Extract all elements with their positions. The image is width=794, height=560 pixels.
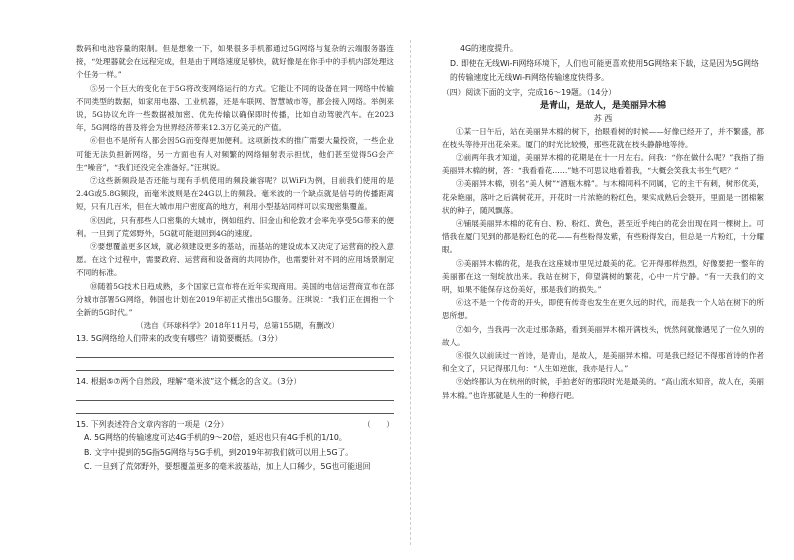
essay-paragraph-1: ①某一日午后，站在美丽异木棉的树下，抬眼看树的时候——好像已经开了，并不繁盛，都在枝头等待开出花朵来。厦门的时光比较慢，那些花就在枝头静静地等待。 (442, 126, 764, 149)
option-a: A. 5G网络的传输速度可达4G手机的9～20倍，延迟也只有4G手机的1/10。 (84, 433, 347, 443)
paragraph-6: ⑥但也不是所有人都会因5G而变得更加便利。这项新技术的推广需要大量投资，一些企业可能无法负担新网络，另一方面也有人对频繁的网络辐射表示担忧，他们甚至觉得5G会产生“噪音”，“我们还没完全准备好。”汪琪说。 (76, 136, 394, 172)
paragraph-continued: 数码和电池容量的限制。但是想象一下，如果很多手机都通过5G网络与复杂的云端服务器连接，“处理器就会在远程完成，但是由于网络速度足够快，就好像是在你手中的手机内部处理这个任务一样。” (76, 44, 394, 80)
essay-paragraph-6: ⑥这不是一个传奇的开头，即使有传奇也发生在更久远的时代，而是我一个人站在树下的所思所想。 (442, 298, 764, 321)
question-13: 13. 5G网络给人们带来的改变有哪些？请简要概括。（3分） (76, 334, 283, 344)
answer-line[interactable] (76, 358, 394, 371)
option-c-continued: 4G的速度提升。 (460, 44, 518, 53)
source-citation: （选自《环球科学》2018年11月号，总第155期，有删改） (136, 321, 339, 331)
answer-line[interactable] (76, 388, 394, 401)
essay-title: 是青山，是故人，是美丽异木棉 (539, 100, 666, 111)
essay-paragraph-4: ④铺展美丽异木棉的花有白、粉、粉红、黄色，甚至近乎纯白的花会出现在同一棵树上。可惜我在厦门见到的都是粉红色的花——有些粉得发紫，有些粉得发白，但总是一片粉红，十分耀眼。 (442, 218, 764, 255)
option-b: B. 文字中提到的5G指5G网络与5G手机，到2019年初我们就可以用上5G了。 (84, 447, 354, 457)
essay-paragraph-8: ⑧很久以前读过一首诗，是青山，是故人，是美丽异木棉。可是我已经记不得那首诗的作者和全文了，只记得那几句：“人生如逆旅，我亦是行人。” (442, 350, 764, 374)
answer-line[interactable] (76, 345, 394, 358)
question-14: 14. 根据⑤⑦两个自然段，理解“毫米波”这个概念的含义。（3分） (76, 377, 302, 387)
paragraph-10: ⑩随着5G技术日趋成熟，多个国家已宣布将在近年实现商用。美国的电信运营商宣布在部分城市部署5G网络，韩国也计划在2019年初正式推出5G服务。汪琪说：“我们正在拥抱一个全新的5G时代。” (76, 281, 394, 318)
essay-paragraph-3: ③美丽异木棉，别名“美人树”“酒瓶木棉”。与木棉同科不同属，它的主干有刺，树形优美，花朵艳丽，落叶之后满树花开，开花时一片浓艳的粉红色，果实成熟后会裂开，里面是一团棉絮状的种子，随风飘落。 (442, 179, 764, 215)
paragraph-5: ⑤另一个巨大的变化在于5G将改变网络运行的方式。它能让不同的设备在同一网络中传输不同类型的数据，如家用电器、工业机器，还是车联网、智慧城市等，都会接入网络。举例来说，5G协议允许一些数据被加密、优先传输以确保即时传播，比如自动驾驶汽车。在2023年，5G网络的普及将会为世界经济带来12.3万亿美元的产值。 (76, 83, 394, 133)
option-d: D. 即使在无线Wi-Fi网络环境下，人们也可能更喜欢使用5G网络来下载，这是因为5G网络的传输速度比无线Wi-Fi网络传输速度快得多。 (450, 58, 759, 82)
essay-paragraph-9: ⑨始终都认为在杭州的时候，手拍老好的那段时光是最美的。“高山流水知音，故人在，美丽异木棉。”也许那就是人生的一种修行吧。 (442, 377, 764, 400)
left-column (76, 42, 394, 475)
answer-bracket[interactable]: （ ） (362, 420, 394, 430)
essay-paragraph-2: ②前两年我才知道，美丽异木棉的花期是在十一月左右。问我：“你在做什么呢？”我指了指美丽异木棉的树，答：“我看看花……”她不可思议地看着我，“大概会笑我太书生气吧？” (442, 152, 764, 176)
answer-line[interactable] (76, 401, 394, 414)
right-column (442, 42, 764, 402)
question-15: 15. 下列表述符合文章内容的一项是（2分） (76, 420, 229, 430)
paragraph-8: ⑧因此，只有那些人口密集的大城市，例如纽约、旧金山和伦敦才会率先享受5G带来的便利。一旦到了荒郊野外，5G就可能退回到4G的速度。 (76, 215, 394, 238)
section-heading: （四）阅读下面的文字，完成16～19题。（14分） (442, 87, 617, 97)
essay-paragraph-5: ⑤美丽异木棉的花，是我在这座城市里见过最美的花。它开得那样热烈，好像要把一整年的美丽都在这一刻绽放出来。我站在树下，仰望满树的繁花，心中一片宁静。“有一天我们的文明，如果不能保存这份美好，那是我们的损失。” (442, 258, 764, 294)
paragraph-7: ⑦这些新频段是否还能与现有手机使用的频段兼容呢？以WiFi为例，目前我们使用的是2.4G或5.8G频段，而毫米波则是在24G以上的频段。毫米波的一个缺点就是信号的传播距离短，只有几百米，但在大城市用户密度高的地方，利用小型基站同样可以实现密集覆盖。 (76, 176, 394, 212)
column-divider (410, 40, 411, 545)
paragraph-9: ⑨要想覆盖更多区域，就必须建设更多的基站，而基站的建设成本又决定了运营商的投入意愿。在这个过程中，需要政府、运营商和设备商的共同协作，也需要针对不同的应用场景制定不同的标准。 (76, 242, 394, 278)
essay-author: 苏 西 (593, 113, 613, 123)
question-15-row (76, 418, 394, 431)
option-c: C. 一旦到了荒郊野外，要想覆盖更多的毫米波基站，加上人口稀少，5G也可能退回 (84, 462, 371, 472)
essay-paragraph-7: ⑦如今，当我再一次走过那条路，看到美丽异木棉开满枝头，恍然间就像遇见了一位久别的故人。 (442, 324, 764, 347)
